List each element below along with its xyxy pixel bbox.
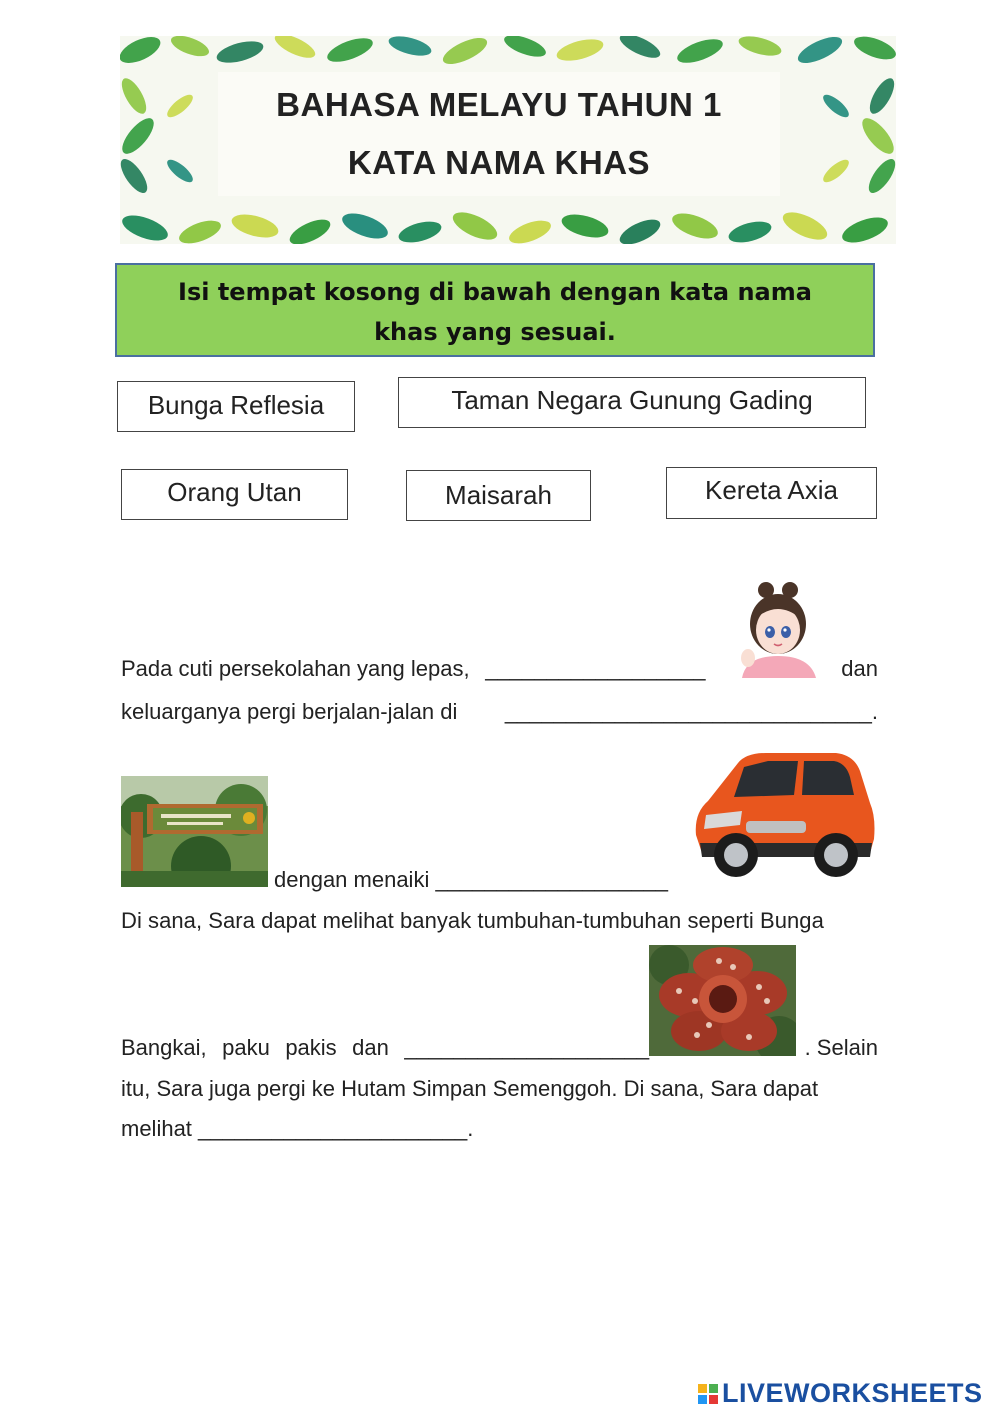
passage-line-4: Di sana, Sara dapat melihat banyak tumbuhan-tumbuhan seperti Bunga [121,908,824,933]
liveworksheets-logo-icon [698,1384,718,1404]
word-taman-negara[interactable]: Taman Negara Gunung Gading [398,377,866,428]
passage-text: Bangkai, [121,1035,207,1060]
footer-brand[interactable] [698,1378,983,1409]
word-orang-utan[interactable]: Orang Utan [121,469,348,520]
passage-text: melihat [121,1116,192,1141]
header-banner [120,36,896,244]
passage-line-5 [121,1035,878,1061]
passage-line-2 [121,699,878,725]
word-maisarah[interactable]: Maisarah [406,470,591,521]
title-box [218,72,780,196]
passage-text: dan [841,656,878,681]
passage-text: keluarganya pergi berjalan-jalan di [121,699,458,724]
car-icon [686,743,878,883]
park-sign-icon [121,776,268,887]
page-title: BAHASA MELAYU TAHUN 1 [276,86,722,123]
passage-line-3 [274,867,694,893]
blank-4[interactable]: ____________________ [404,1035,650,1060]
passage-line-1 [121,656,878,682]
blank-3[interactable]: ___________________ [435,867,668,892]
page-subtitle: KATA NAMA KHAS [347,144,651,181]
word-kereta-axia[interactable]: Kereta Axia [666,467,877,519]
instruction-line-1: Isi tempat kosong di bawah dengan kata nama [178,278,812,306]
brand-text: LIVEWORKSHEETS [722,1378,983,1408]
passage-text: dan [352,1035,389,1060]
instruction-box [115,263,875,357]
passage-text: dengan menaiki [274,867,430,892]
passage-text: Pada cuti persekolahan yang lepas, [121,656,470,681]
passage-text: paku [222,1035,270,1060]
blank-2[interactable]: ______________________________. [504,699,878,724]
passage-line-7 [121,1116,878,1142]
word-bunga-reflesia[interactable]: Bunga Reflesia [117,381,355,432]
passage-text: pakis [285,1035,337,1060]
blank-1[interactable]: __________________ [485,656,706,681]
blank-5[interactable]: ______________________. [198,1116,474,1141]
instruction-line-2: khas yang sesuai. [374,318,616,346]
passage-line-6: itu, Sara juga pergi ke Hutam Simpan Semenggoh. Di sana, Sara dapat [121,1076,819,1101]
passage-text: . Selain [804,1035,878,1060]
